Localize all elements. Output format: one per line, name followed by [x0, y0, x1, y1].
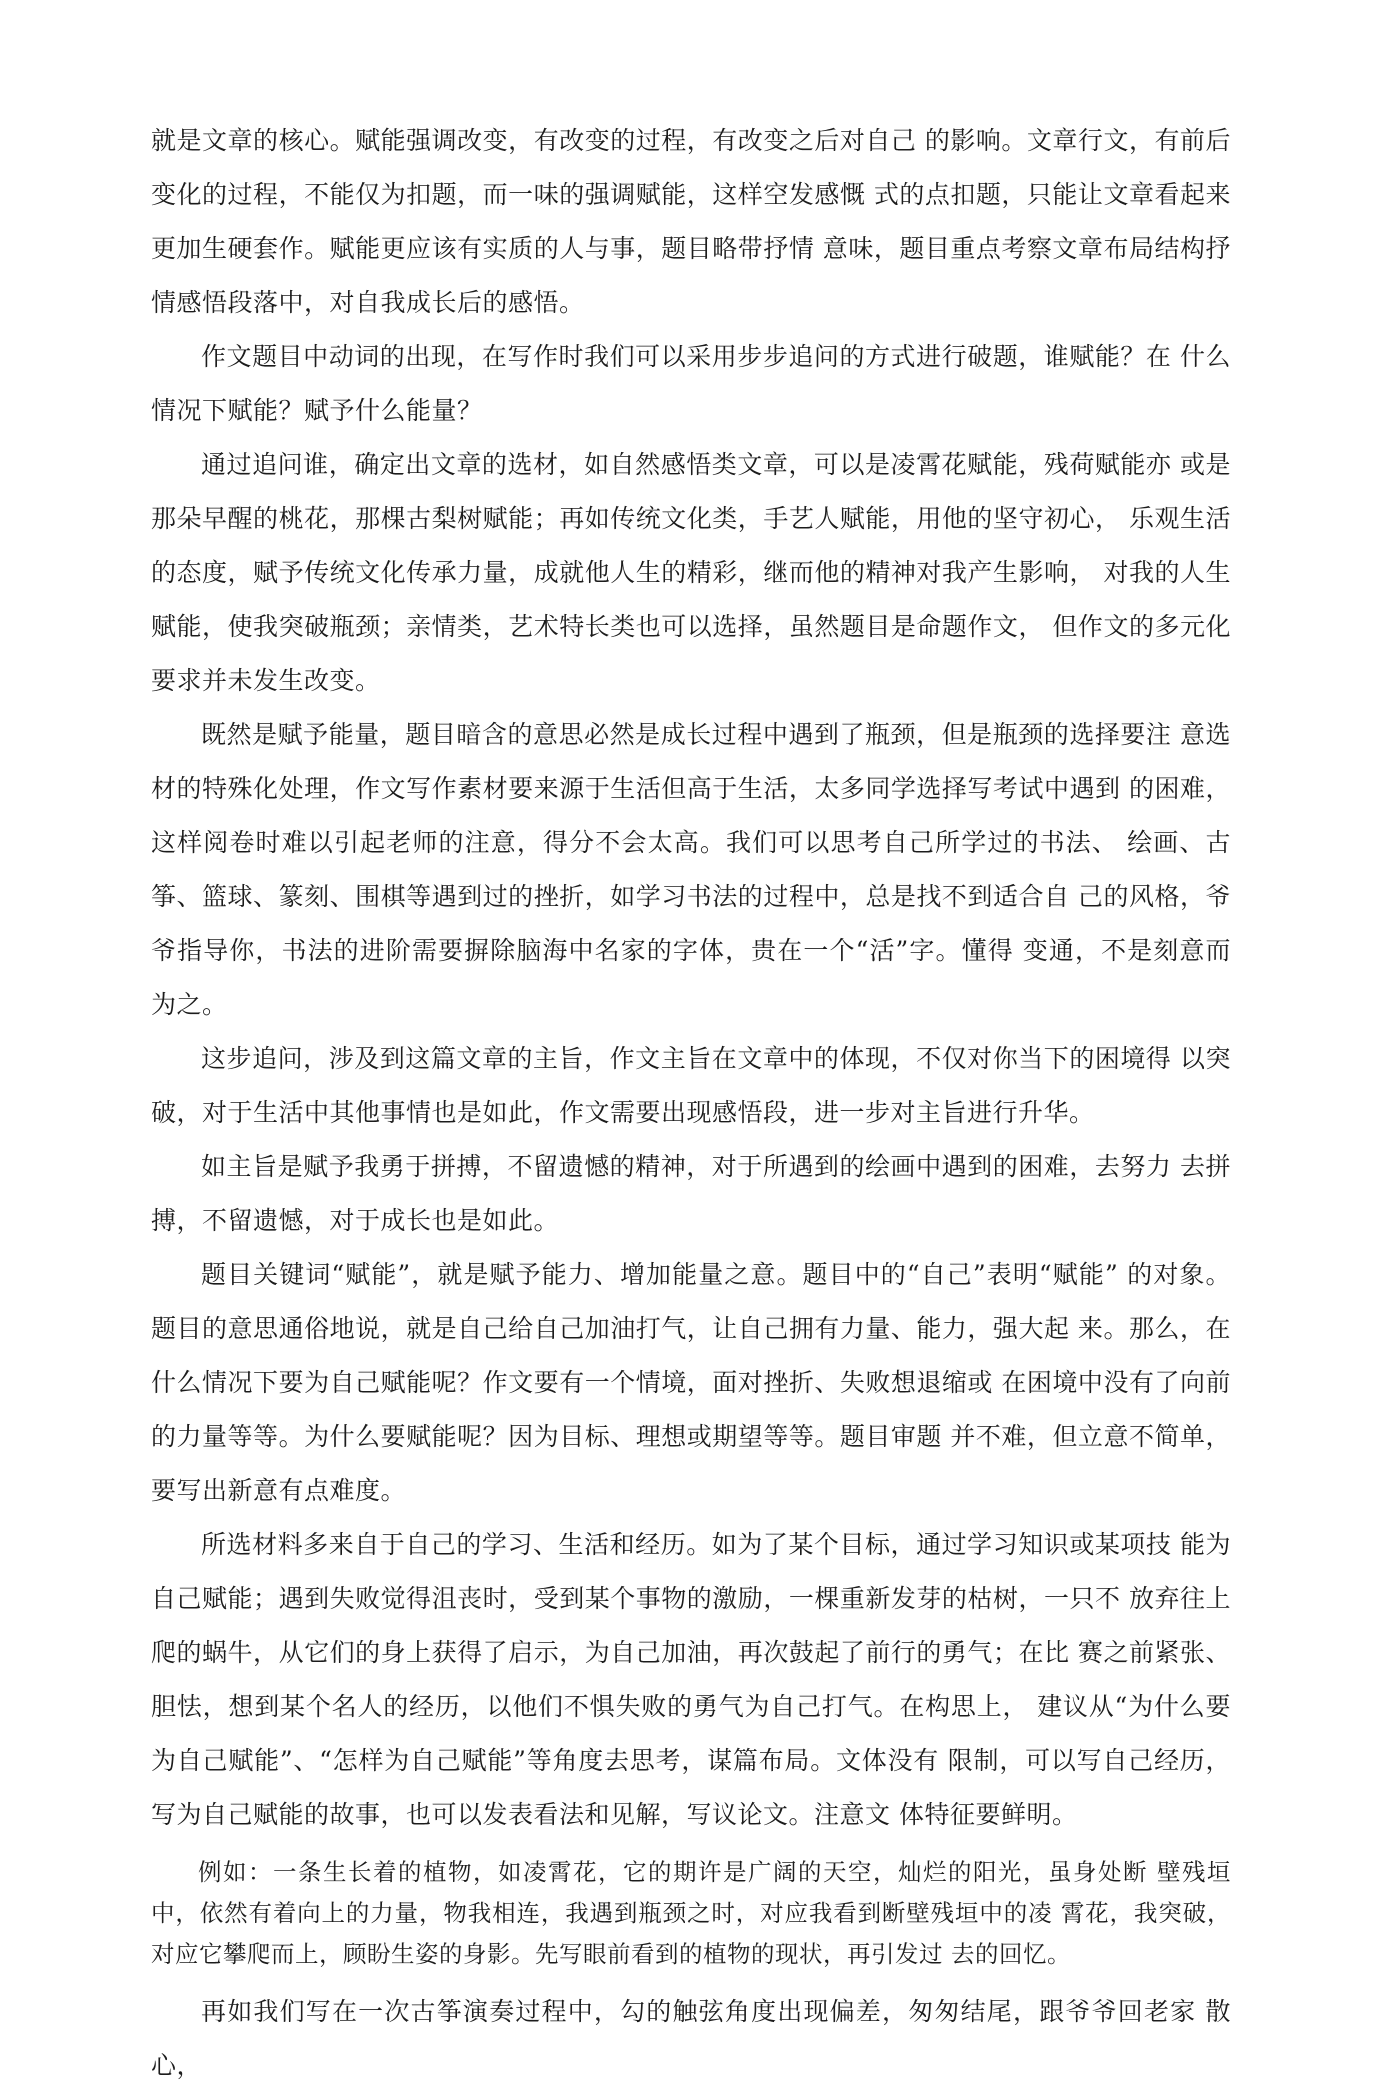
paragraph-questioning: 作文题目中动词的出现，在写作时我们可以采用步步追问的方式进行破题，谁赋能？在 什么情况下赋能？赋予什么能量？ [151, 342, 1231, 425]
paragraph-example-guzheng: 再如我们写在一次古筝演奏过程中，勾的触弦角度出现偏差，匆匆结尾，跟爷爷回老家 散心， [151, 1997, 1231, 2080]
document-body [151, 114, 1231, 2093]
paragraph-theme-example: 如主旨是赋予我勇于拼搏，不留遗憾的精神，对于所遇到的绘画中遇到的困难，去努力 去拼搏，不留遗憾，对于成长也是如此。 [151, 1152, 1231, 1235]
paragraph-keyword: 题目关键词“赋能”，就是赋予能力、增加能量之意。题目中的“自己”表明“赋能” 的对象。题目的意思通俗地说，就是自己给自己加油打气，让自己拥有力量、能力，强大起 来。那么，在什么情况下要为自己赋能呢？作文要有一个情境，面对挫折、失败想退缩或 在困境中没有了向前的力量等等。为什么要赋能呢？因为目标、理想或期望等等。题目审题 并不难，但立意不简单，要写出新意有点难度。 [151, 1260, 1231, 1505]
paragraph-bottleneck: 既然是赋予能量，题目暗含的意思必然是成长过程中遇到了瓶颈，但是瓶颈的选择要注 意选材的特殊化处理，作文写作素材要来源于生活但高于生活，太多同学选择写考试中遇到 的困难，这样阅卷时难以引起老师的注意，得分不会太高。我们可以思考自己所学过的书法、 绘画、古筝、篮球、篆刻、围棋等遇到过的挫折，如学习书法的过程中，总是找不到适合自 己的风格，爷爷指导你，书法的进阶需要摒除脑海中名家的字体，贵在一个“活”字。懂得 变通，不是刻意而为之。 [151, 720, 1231, 1019]
paragraph-example-plant: 例如：一条生长着的植物，如凌霄花，它的期许是广阔的天空，灿烂的阳光，虽身处断 壁残垣中，依然有着向上的力量，物我相连，我遇到瓶颈之时，对应我看到断壁残垣中的凌 霄花，我突破，对应它攀爬而上，顾盼生姿的身影。先写眼前看到的植物的现状，再引发过 去的回忆。 [151, 1858, 1231, 1968]
paragraph-intro: 就是文章的核心。赋能强调改变，有改变的过程，有改变之后对自己 的影响。文章行文，有前后变化的过程，不能仅为扣题，而一味的强调赋能，这样空发感慨 式的点扣题，只能让文章看起来更加生硬套作。赋能更应该有实质的人与事，题目略带抒情 意味，题目重点考察文章布局结构抒情感悟段落中，对自我成长后的感悟。 [151, 126, 1231, 317]
paragraph-materials: 所选材料多来自于自己的学习、生活和经历。如为了某个目标，通过学习知识或某项技 能为自己赋能；遇到失败觉得沮丧时，受到某个事物的激励，一棵重新发芽的枯树，一只不 放弃往上爬的蜗牛，从它们的身上获得了启示，为自己加油，再次鼓起了前行的勇气；在比 赛之前紧张、胆怯，想到某个名人的经历，以他们不惧失败的勇气为自己打气。在构思上， 建议从“为什么要为自己赋能”、“怎样为自己赋能”等角度去思考，谋篇布局。文体没有 限制，可以写自己经历，写为自己赋能的故事，也可以发表看法和见解，写议论文。注意文 体特征要鲜明。 [151, 1530, 1231, 1829]
paragraph-material-selection: 通过追问谁，确定出文章的选材，如自然感悟类文章，可以是凌霄花赋能，残荷赋能亦 或是那朵早醒的桃花，那棵古梨树赋能；再如传统文化类，手艺人赋能，用他的坚守初心， 乐观生活的态度，赋予传统文化传承力量，成就他人生的精彩，继而他的精神对我产生影响， 对我的人生赋能，使我突破瓶颈；亲情类，艺术特长类也可以选择，虽然题目是命题作文， 但作文的多元化要求并未发生改变。 [151, 450, 1231, 695]
paragraph-theme: 这步追问，涉及到这篇文章的主旨，作文主旨在文章中的体现，不仅对你当下的困境得 以突破，对于生活中其他事情也是如此，作文需要出现感悟段，进一步对主旨进行升华。 [151, 1044, 1231, 1127]
